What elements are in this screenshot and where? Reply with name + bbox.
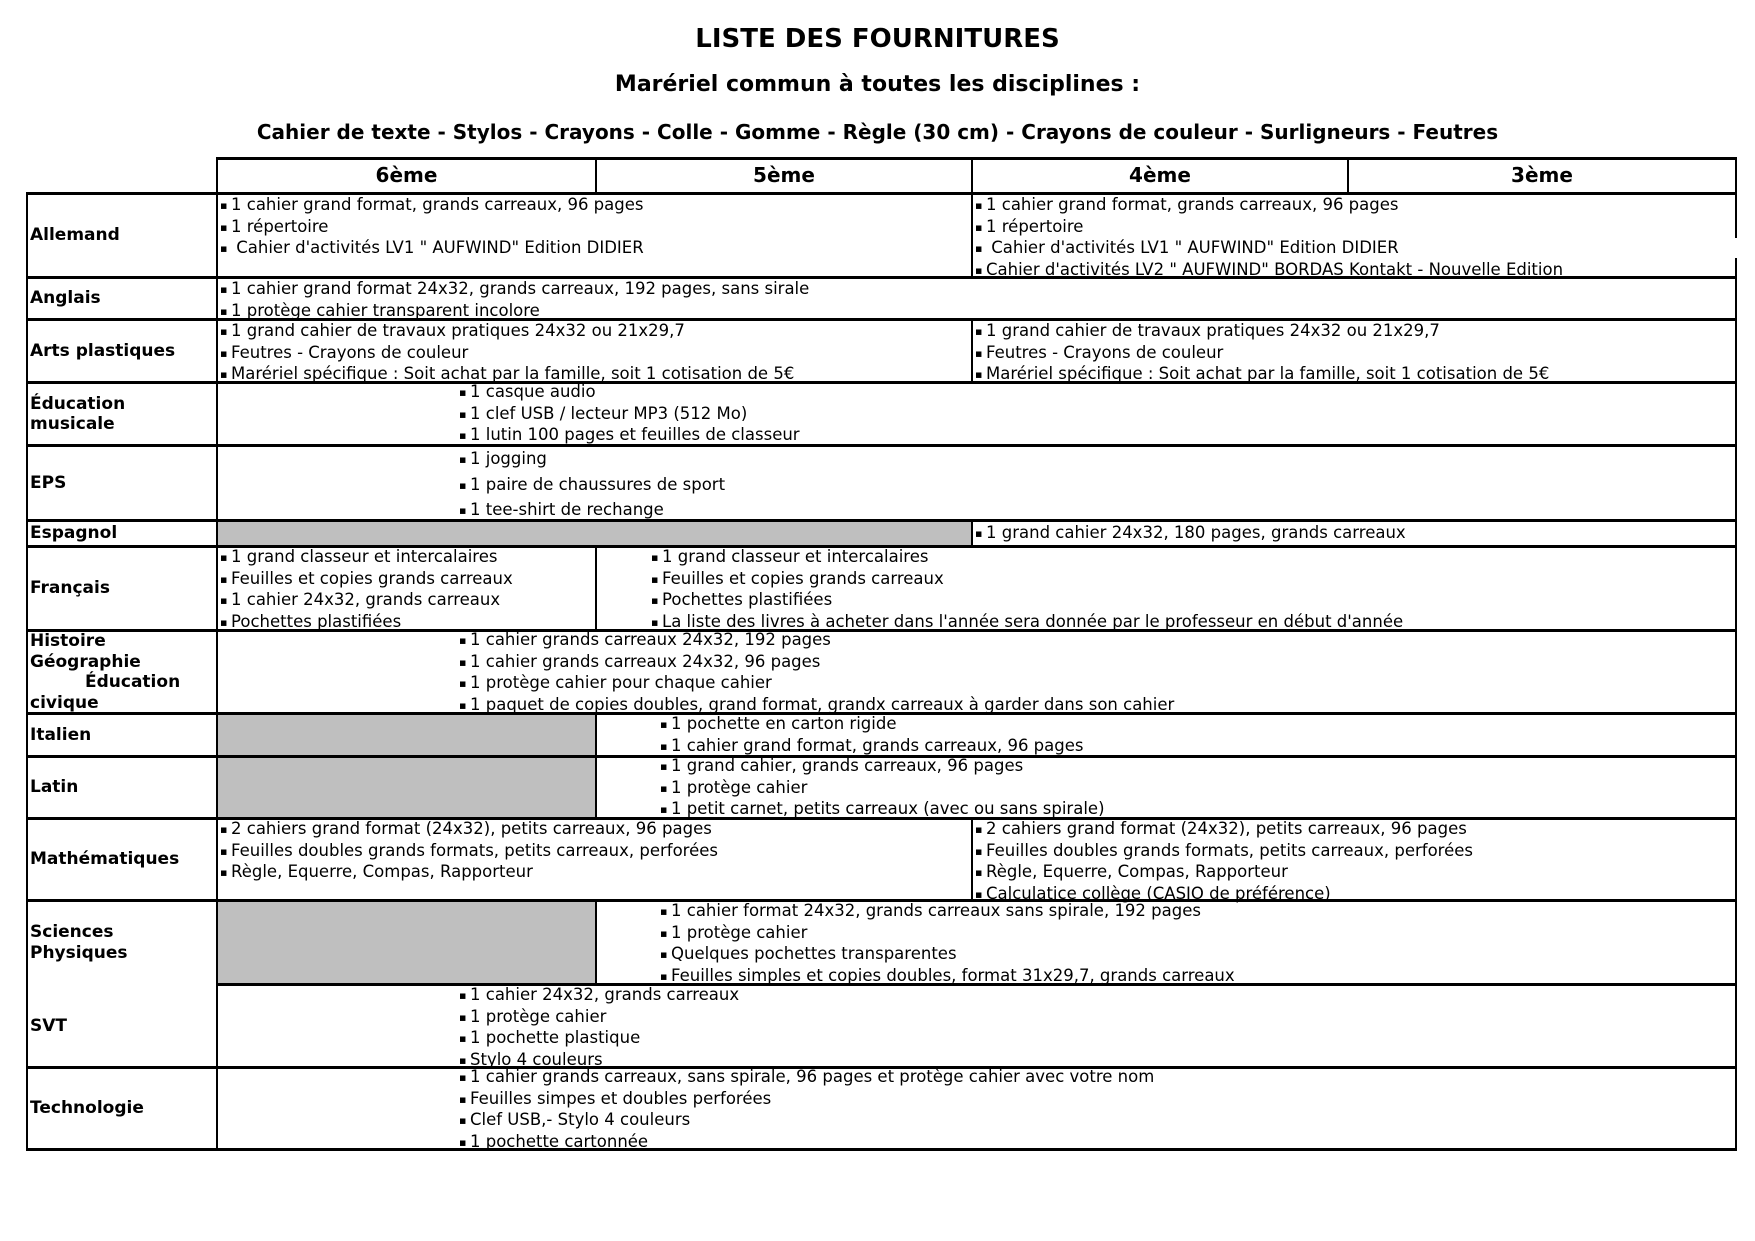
list-item: ▪ 1 cahier 24x32, grands carreaux	[459, 985, 1729, 1007]
empty-cell	[218, 757, 595, 817]
histoire-list	[459, 630, 1729, 716]
physique-list	[660, 901, 1730, 987]
subject-physique: Sciences Physiques	[30, 922, 128, 963]
list-item: ▪ 1 répertoire	[975, 217, 1733, 239]
header-6eme: 6ème	[375, 163, 438, 187]
subject-latin: Latin	[30, 777, 79, 798]
subject-espagnol: Espagnol	[30, 523, 118, 544]
espagnol-list	[975, 523, 1733, 545]
list-item: ▪ Feuilles et copies grands carreaux	[651, 569, 1731, 591]
list-item: ▪ 1 protège cahier transparent incolore	[220, 301, 1730, 323]
list-item: ▪ 1 protège cahier	[660, 923, 1730, 945]
list-item: ▪ 1 paquet de copies doubles, grand format, grandx carreaux à garder dans son cahier	[459, 695, 1729, 717]
list-item: ▪ Calculatice collège (CASIO de préférence)	[975, 884, 1733, 906]
list-item: ▪ Feuilles simpes et doubles perforées	[459, 1089, 1729, 1111]
list-item: ▪ Pochettes plastifiées	[220, 612, 594, 634]
list-item: ▪ Cahier d'activités LV1 " AUFWIND" Edition DIDIER	[975, 238, 1733, 260]
allemand-6-5-list	[220, 195, 970, 260]
latin-list	[660, 756, 1730, 821]
list-item: ▪ 2 cahiers grand format (24x32), petits carreaux, 96 pages	[975, 819, 1733, 841]
list-item: ▪ 1 cahier grands carreaux 24x32, 96 pages	[459, 652, 1729, 674]
subject-italien: Italien	[30, 724, 92, 745]
musique-list	[459, 382, 1729, 447]
subject-anglais: Anglais	[30, 288, 101, 309]
list-item: ▪ 1 grand cahier 24x32, 180 pages, grands carreaux	[975, 523, 1733, 545]
list-item: ▪ 1 grand cahier, grands carreaux, 96 pages	[660, 756, 1730, 778]
list-item: ▪ Quelques pochettes transparentes	[660, 944, 1730, 966]
list-item: ▪ 1 protège cahier	[459, 1007, 1729, 1029]
list-item: ▪ Marériel spécifique : Soit achat par la famille, soit 1 cotisation de 5€	[975, 364, 1733, 386]
italien-list	[660, 714, 1730, 757]
list-item: ▪ 1 protège cahier	[660, 778, 1730, 800]
list-item: ▪ 1 cahier grands carreaux 24x32, 192 pages	[459, 630, 1729, 652]
techno-list	[459, 1067, 1729, 1153]
list-item: ▪ Règle, Equerre, Compas, Rapporteur	[975, 862, 1733, 884]
list-item: ▪ 1 petit carnet, petits carreaux (avec ou sans spirale)	[660, 799, 1730, 821]
subject-allemand: Allemand	[30, 225, 120, 246]
list-item: ▪ 1 clef USB / lecteur MP3 (512 Mo)	[459, 404, 1729, 426]
list-item: ▪ 1 grand classeur et intercalaires	[651, 547, 1731, 569]
list-item: ▪ Feutres - Crayons de couleur	[220, 343, 970, 365]
list-item: ▪ Clef USB,- Stylo 4 couleurs	[459, 1110, 1729, 1132]
list-item: ▪ 1 jogging	[459, 447, 1729, 473]
list-item: ▪ 1 grand cahier de travaux pratiques 24x32 ou 21x29,7	[220, 321, 970, 343]
subject-maths: Mathématiques	[30, 849, 180, 870]
list-item: ▪ Cahier d'activités LV1 " AUFWIND" Edition DIDIER	[220, 238, 970, 260]
header-3eme: 3ème	[1511, 163, 1573, 187]
list-item: ▪ La liste des livres à acheter dans l'année sera donnée par le professeur en début d'année	[651, 612, 1731, 634]
list-item: ▪ Feutres - Crayons de couleur	[975, 343, 1733, 365]
subject-techno: Technologie	[30, 1098, 144, 1119]
maths-4-3-list	[975, 819, 1733, 905]
list-item: ▪ Cahier d'activités LV2 " AUFWIND" BORDAS Kontakt - Nouvelle Edition	[975, 260, 1733, 282]
list-item: ▪ 1 lutin 100 pages et feuilles de classeur	[459, 425, 1729, 447]
list-item: ▪ 1 pochette en carton rigide	[660, 714, 1730, 736]
subject-eps: EPS	[30, 472, 67, 493]
list-item: ▪ Stylo 4 couleurs	[459, 1050, 1729, 1072]
list-item: ▪ 1 protège cahier pour chaque cahier	[459, 673, 1729, 695]
list-item: ▪ 1 répertoire	[220, 217, 970, 239]
list-item: ▪ 1 cahier grand format, grands carreaux, 96 pages	[975, 195, 1733, 217]
subject-arts: Arts plastiques	[30, 340, 176, 361]
list-item: ▪ 1 cahier grand format, grands carreaux, 96 pages	[220, 195, 970, 217]
list-item: ▪ Feuilles doubles grands formats, petits carreaux, perforées	[220, 841, 970, 863]
list-item: ▪ Feuilles simples et copies doubles, format 31x29,7, grands carreaux	[660, 966, 1730, 988]
common-items: Cahier de texte - Stylos - Crayons - Colle - Gomme - Règle (30 cm) - Crayons de couleur - Surligneurs - Feutres	[256, 120, 1499, 144]
empty-cell	[218, 901, 595, 983]
page-subtitle: Marériel commun à toutes les disciplines :	[614, 72, 1141, 97]
anglais-list	[220, 279, 1730, 322]
list-item: ▪ 1 tee-shirt de rechange	[459, 498, 1729, 524]
francais-5-3-list	[651, 547, 1731, 633]
subject-svt: SVT	[30, 1015, 67, 1036]
allemand-4-3-list	[975, 195, 1733, 281]
header-5eme: 5ème	[753, 163, 815, 187]
subject-francais: Français	[30, 578, 110, 599]
list-item: ▪ 1 grand cahier de travaux pratiques 24x32 ou 21x29,7	[975, 321, 1733, 343]
list-item: ▪ 1 paire de chaussures de sport	[459, 473, 1729, 499]
eps-list	[459, 447, 1729, 524]
empty-cell	[218, 714, 595, 755]
arts-4-3-list	[975, 321, 1733, 386]
maths-6-5-list	[220, 819, 970, 884]
list-item: ▪ 1 pochette cartonnée	[459, 1132, 1729, 1154]
list-item: ▪ 1 cahier format 24x32, grands carreaux sans spirale, 192 pages	[660, 901, 1730, 923]
header-4eme: 4ème	[1129, 163, 1191, 187]
subject-musique: Éducation musicale	[30, 393, 126, 434]
page-title: LISTE DES FOURNITURES	[695, 24, 1060, 54]
list-item: ▪ 1 cahier 24x32, grands carreaux	[220, 590, 594, 612]
list-item: ▪ 1 pochette plastique	[459, 1028, 1729, 1050]
list-item: ▪ Feuilles doubles grands formats, petits carreaux, perforées	[975, 841, 1733, 863]
list-item: ▪ Marériel spécifique : Soit achat par la famille, soit 1 cotisation de 5€	[220, 364, 970, 386]
francais-6-list	[220, 547, 594, 633]
list-item: ▪ 1 casque audio	[459, 382, 1729, 404]
list-item: ▪ 1 grand classeur et intercalaires	[220, 547, 594, 569]
list-item: ▪ 2 cahiers grand format (24x32), petits carreaux, 96 pages	[220, 819, 970, 841]
list-item: ▪ Règle, Equerre, Compas, Rapporteur	[220, 862, 970, 884]
svt-list	[459, 985, 1729, 1071]
subject-histoire: Histoire Géographie Éducation civique	[30, 631, 181, 713]
list-item: ▪ 1 cahier grand format, grands carreaux, 96 pages	[660, 736, 1730, 758]
empty-cell	[218, 521, 971, 546]
arts-6-5-list	[220, 321, 970, 386]
list-item: ▪ 1 cahier grands carreaux, sans spirale, 96 pages et protège cahier avec votre nom	[459, 1067, 1729, 1089]
list-item: ▪ 1 cahier grand format 24x32, grands carreaux, 192 pages, sans sirale	[220, 279, 1730, 301]
list-item: ▪ Pochettes plastifiées	[651, 590, 1731, 612]
list-item: ▪ Feuilles et copies grands carreaux	[220, 569, 594, 591]
